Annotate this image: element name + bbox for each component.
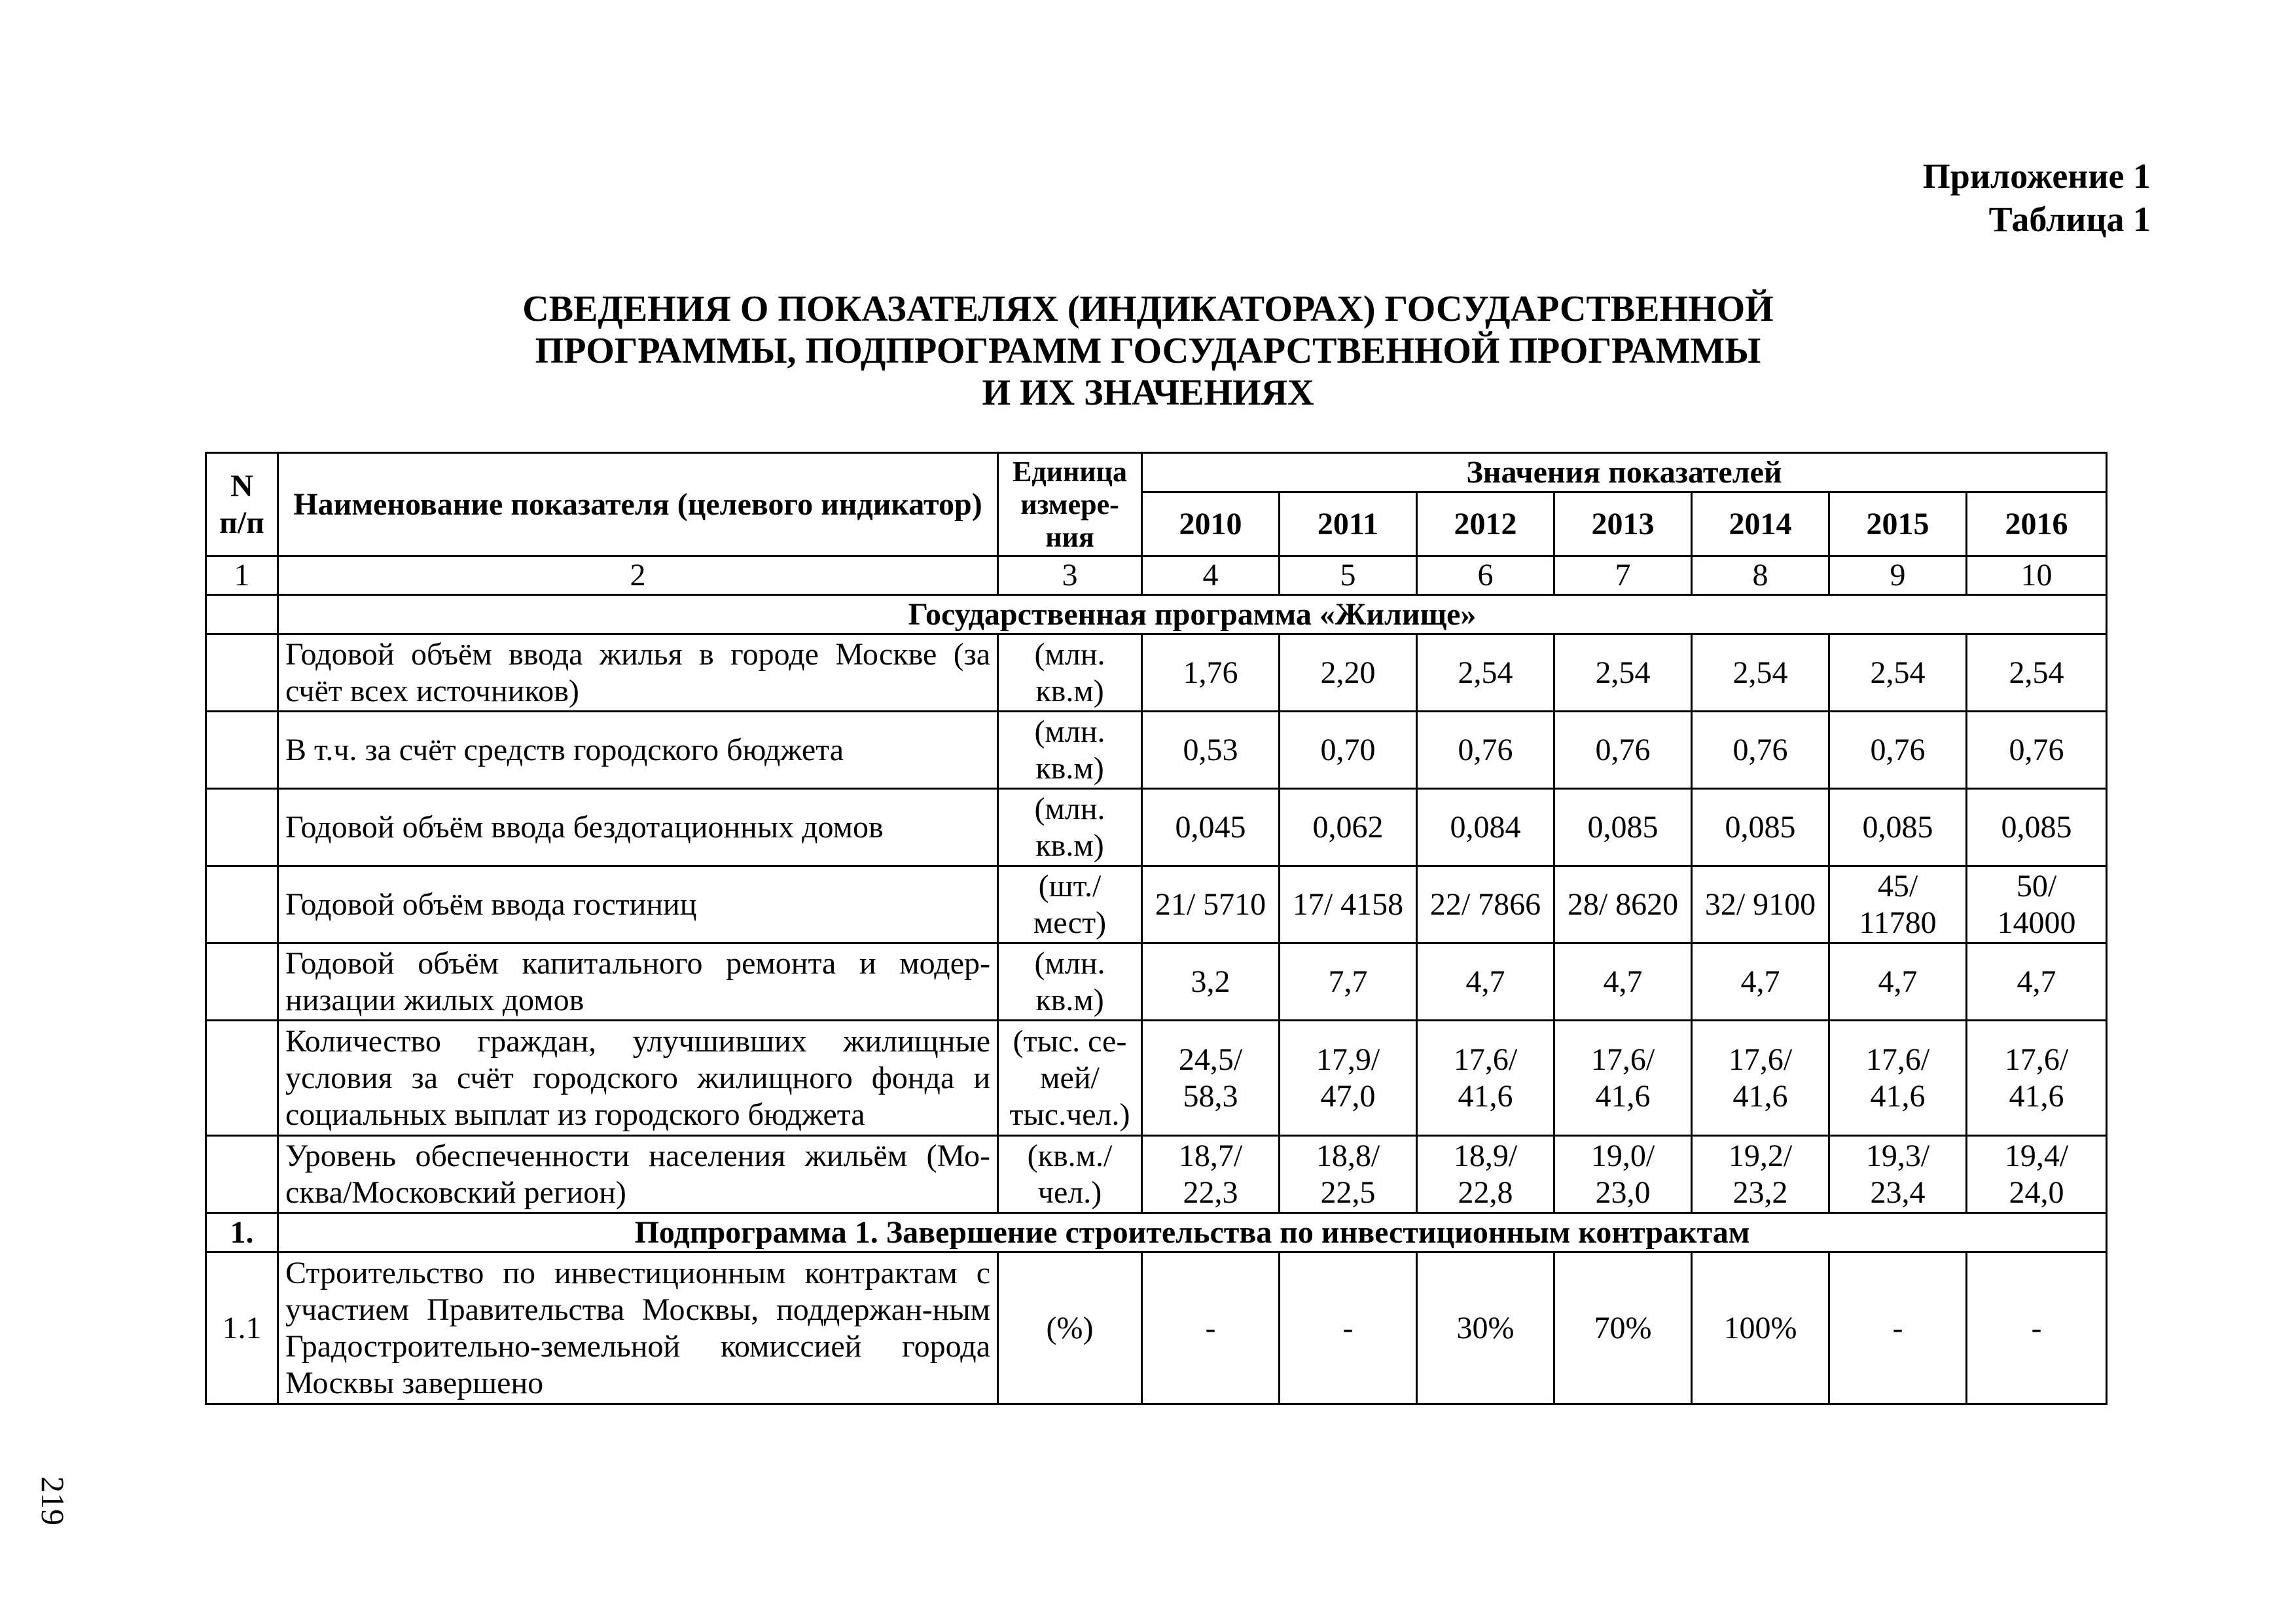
appendix-label	[1923, 155, 2151, 241]
appendix-number: Приложение 1	[1922, 156, 2151, 196]
row-num	[206, 634, 278, 712]
row-value: 100%	[1692, 1252, 1829, 1404]
table-row	[206, 1021, 2107, 1136]
header-year: 2013	[1554, 492, 1692, 556]
row-value: 0,084	[1417, 789, 1554, 866]
row-value: 30%	[1417, 1252, 1554, 1404]
row-value: 2,54	[1554, 634, 1692, 712]
table-number: Таблица 1	[1988, 200, 2151, 239]
header-year: 2011	[1280, 492, 1417, 556]
header-year: 2016	[1967, 492, 2107, 556]
row-value: -	[1142, 1252, 1280, 1404]
row-value: 0,085	[1692, 789, 1829, 866]
header-num: N п/п	[206, 453, 278, 556]
column-number: 9	[1829, 556, 1967, 595]
row-unit: (млн. кв.м)	[998, 943, 1142, 1021]
row-num	[206, 866, 278, 943]
row-num	[206, 1136, 278, 1213]
row-value: 4,7	[1417, 943, 1554, 1021]
row-value: 17,6/ 41,6	[1692, 1021, 1829, 1136]
row-num	[206, 789, 278, 866]
row-value: 0,76	[1829, 712, 1967, 789]
table-row	[206, 943, 2107, 1021]
row-value: 19,4/ 24,0	[1967, 1136, 2107, 1213]
program-title-row	[206, 595, 2107, 634]
row-value: 17,6/ 41,6	[1554, 1021, 1692, 1136]
row-value: 18,7/ 22,3	[1142, 1136, 1280, 1213]
row-value: 17,9/ 47,0	[1280, 1021, 1417, 1136]
row-num	[206, 1021, 278, 1136]
column-number: 5	[1280, 556, 1417, 595]
row-value: 0,76	[1417, 712, 1554, 789]
row-value: 17,6/ 41,6	[1829, 1021, 1967, 1136]
row-value: 19,2/ 23,2	[1692, 1136, 1829, 1213]
column-number: 8	[1692, 556, 1829, 595]
subprogram-title: Подпрограмма 1. Завершение строительства по инвестиционным контрактам	[278, 1213, 2107, 1252]
document-title	[0, 288, 2296, 414]
subprogram-num: 1.	[206, 1213, 278, 1252]
column-number: 10	[1967, 556, 2107, 595]
row-value: 24,5/ 58,3	[1142, 1021, 1280, 1136]
header-year: 2012	[1417, 492, 1554, 556]
row-value: -	[1829, 1252, 1967, 1404]
row-value: 18,9/ 22,8	[1417, 1136, 1554, 1213]
row-value: 28/ 8620	[1554, 866, 1692, 943]
column-number: 6	[1417, 556, 1554, 595]
title-line-1: СВЕДЕНИЯ О ПОКАЗАТЕЛЯХ (ИНДИКАТОРАХ) ГОСУДАРСТВЕННОЙ	[522, 289, 1774, 329]
row-value: 17,6/ 41,6	[1417, 1021, 1554, 1136]
column-number: 4	[1142, 556, 1280, 595]
row-value: 22/ 7866	[1417, 866, 1554, 943]
row-unit: (кв.м./ чел.)	[998, 1136, 1142, 1213]
row-name: Годовой объём ввода бездотационных домов	[278, 789, 998, 866]
row-value: 0,085	[1554, 789, 1692, 866]
row-value: 17,6/ 41,6	[1967, 1021, 2107, 1136]
row-value: 21/ 5710	[1142, 866, 1280, 943]
row-value: 0,76	[1554, 712, 1692, 789]
row-unit: (тыс. се-мей/ тыс.чел.)	[998, 1021, 1142, 1136]
row-value: 18,8/ 22,5	[1280, 1136, 1417, 1213]
row-value: 19,3/ 23,4	[1829, 1136, 1967, 1213]
table-row	[206, 712, 2107, 789]
row-num: 1.1	[206, 1252, 278, 1404]
program-num-cell	[206, 595, 278, 634]
column-numbers-row	[206, 556, 2107, 595]
subprogram-row	[206, 1213, 2107, 1252]
header-year: 2010	[1142, 492, 1280, 556]
row-value: 0,53	[1142, 712, 1280, 789]
row-name: Строительство по инвестиционным контрактам с участием Правительства Москвы, поддержан-ным Градостроительно-земельной комиссией города Москвы завершено	[278, 1252, 998, 1404]
row-value: 4,7	[1554, 943, 1692, 1021]
header-values: Значения показателей	[1142, 453, 2107, 492]
row-value: 70%	[1554, 1252, 1692, 1404]
row-value: 0,085	[1967, 789, 2107, 866]
row-value: 4,7	[1967, 943, 2107, 1021]
row-value: 0,70	[1280, 712, 1417, 789]
header-unit: Единица измере-ния	[998, 453, 1142, 556]
column-number: 7	[1554, 556, 1692, 595]
row-name: Количество граждан, улучшивших жилищные условия за счёт городского жилищного фонда и социальных выплат из городского бюджета	[278, 1021, 998, 1136]
indicators-table	[205, 452, 2108, 1405]
table-row	[206, 1136, 2107, 1213]
row-value: 2,54	[1692, 634, 1829, 712]
row-value: -	[1280, 1252, 1417, 1404]
row-value: 2,54	[1829, 634, 1967, 712]
row-value: 1,76	[1142, 634, 1280, 712]
table-row	[206, 866, 2107, 943]
header-year: 2015	[1829, 492, 1967, 556]
row-value: 19,0/ 23,0	[1554, 1136, 1692, 1213]
row-unit: (млн. кв.м)	[998, 789, 1142, 866]
row-value: -	[1967, 1252, 2107, 1404]
row-value: 2,54	[1967, 634, 2107, 712]
row-name: Годовой объём ввода жилья в городе Москве (за счёт всех источников)	[278, 634, 998, 712]
row-value: 3,2	[1142, 943, 1280, 1021]
row-name: Годовой объём ввода гостиниц	[278, 866, 998, 943]
row-value: 4,7	[1692, 943, 1829, 1021]
row-value: 0,76	[1967, 712, 2107, 789]
row-num	[206, 943, 278, 1021]
row-value: 2,54	[1417, 634, 1554, 712]
row-unit: (млн. кв.м)	[998, 712, 1142, 789]
row-name: В т.ч. за счёт средств городского бюджета	[278, 712, 998, 789]
row-value: 32/ 9100	[1692, 866, 1829, 943]
table-row	[206, 634, 2107, 712]
row-value: 2,20	[1280, 634, 1417, 712]
row-unit: (%)	[998, 1252, 1142, 1404]
row-value: 7,7	[1280, 943, 1417, 1021]
row-value: 0,76	[1692, 712, 1829, 789]
row-name: Уровень обеспеченности населения жильём (Мо-сква/Московский регион)	[278, 1136, 998, 1213]
table-row	[206, 789, 2107, 866]
title-line-2: ПРОГРАММЫ, ПОДПРОГРАММ ГОСУДАРСТВЕННОЙ ПРОГРАММЫ	[535, 331, 1761, 371]
row-num	[206, 712, 278, 789]
table-row	[206, 1252, 2107, 1404]
header-year: 2014	[1692, 492, 1829, 556]
program-title: Государственная программа «Жилище»	[278, 595, 2107, 634]
row-unit: (шт./ мест)	[998, 866, 1142, 943]
row-value: 50/ 14000	[1967, 866, 2107, 943]
row-value: 0,045	[1142, 789, 1280, 866]
row-name: Годовой объём капитального ремонта и модер-низации жилых домов	[278, 943, 998, 1021]
column-number: 1	[206, 556, 278, 595]
row-value: 0,085	[1829, 789, 1967, 866]
header-name: Наименование показателя (целевого индикатор)	[278, 453, 998, 556]
column-number: 2	[278, 556, 998, 595]
row-value: 4,7	[1829, 943, 1967, 1021]
row-value: 45/ 11780	[1829, 866, 1967, 943]
page-number: 219	[35, 1476, 71, 1525]
row-value: 0,062	[1280, 789, 1417, 866]
row-value: 17/ 4158	[1280, 866, 1417, 943]
column-number: 3	[998, 556, 1142, 595]
row-unit: (млн. кв.м)	[998, 634, 1142, 712]
title-line-3: И ИХ ЗНАЧЕНИЯХ	[982, 373, 1314, 413]
